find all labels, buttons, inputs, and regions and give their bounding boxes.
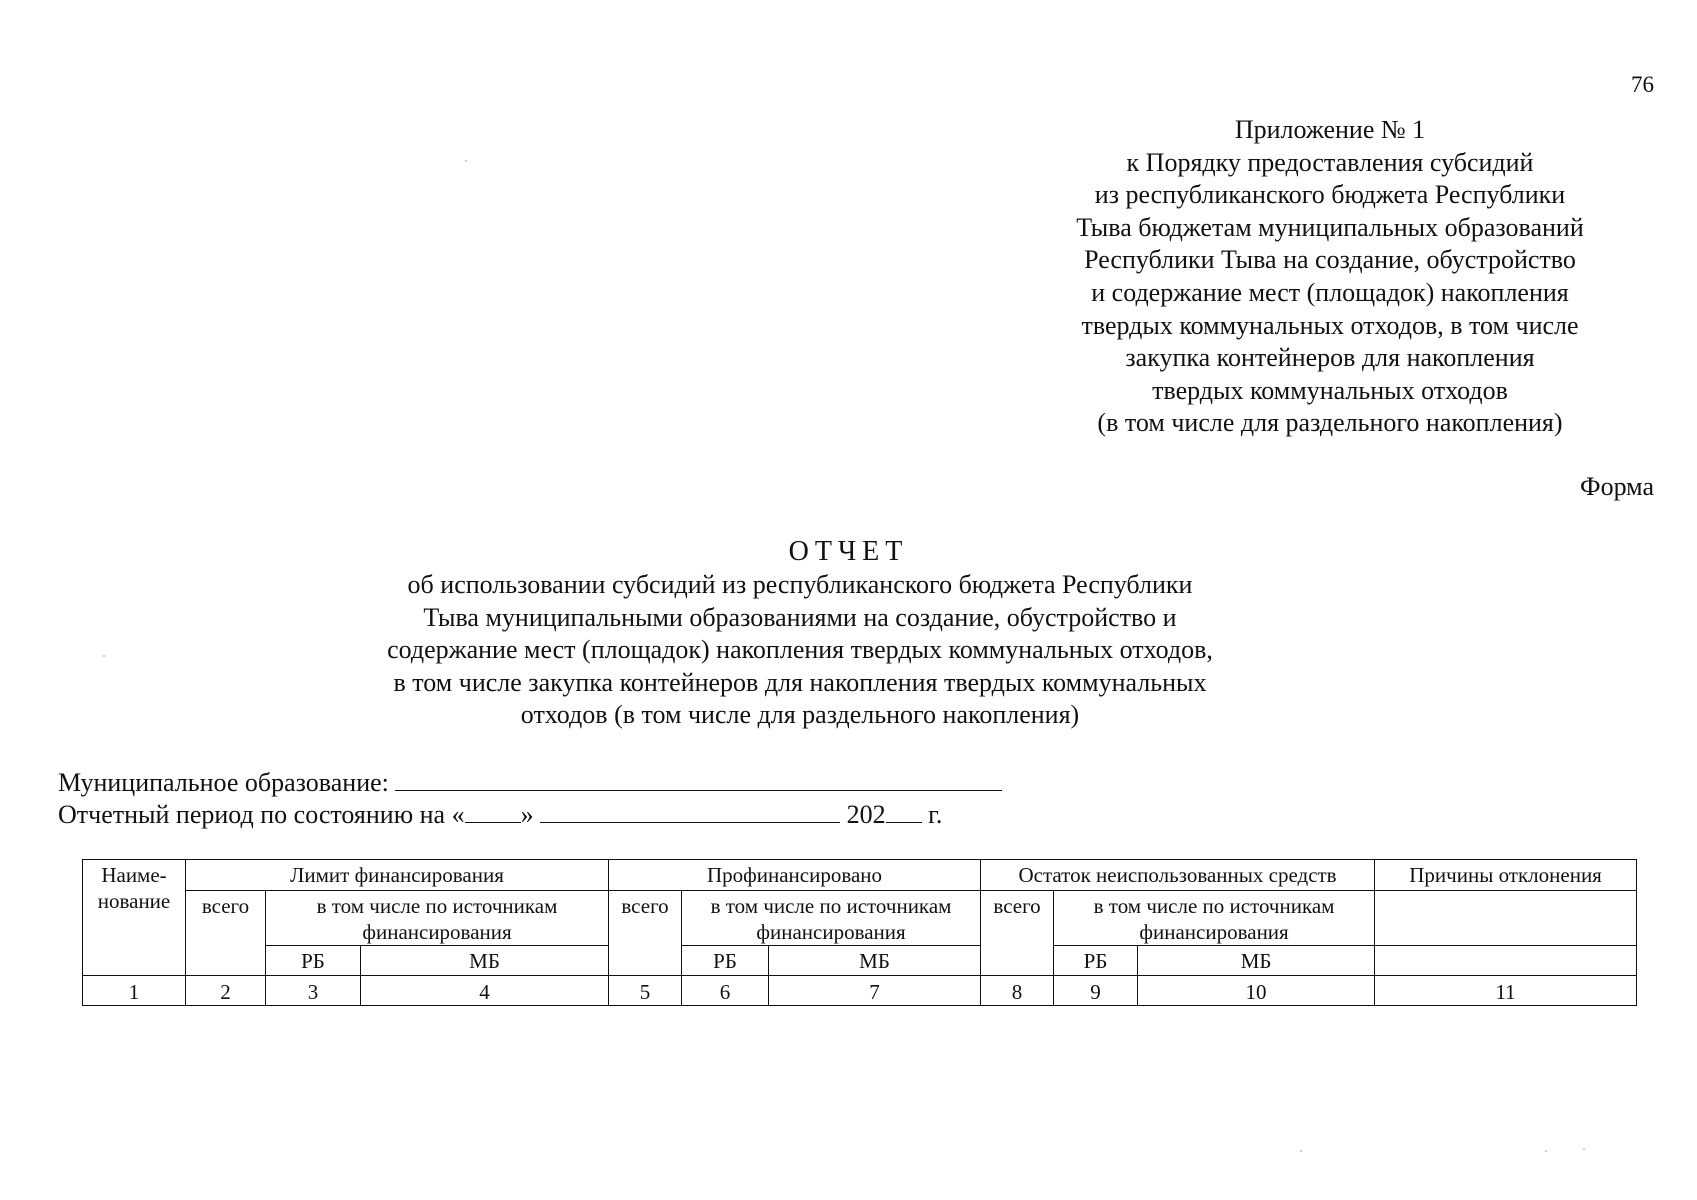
appendix-line: и содержание мест (площадок) накопления	[1091, 277, 1569, 307]
page-number: 76	[1631, 72, 1654, 97]
header-reasons-blank	[1375, 946, 1637, 976]
appendix-header	[1010, 114, 1650, 440]
column-number: 9	[1054, 976, 1138, 1006]
table-header-row	[83, 946, 1637, 976]
report-subtitle-line: отходов (в том числе для раздельного накопления)	[520, 700, 1080, 730]
report-title: ОТЧЕТ	[788, 536, 909, 567]
report-subtitle-line: содержание мест (площадок) накопления твердых коммунальных отходов,	[387, 635, 1213, 665]
scan-speck	[1300, 1150, 1302, 1152]
scan-speck	[465, 160, 467, 162]
table-header-row	[83, 891, 1637, 946]
report-subtitle-line: об использовании субсидий из республиканского бюджета Республики	[407, 570, 1193, 599]
municipality-blank-field[interactable]	[395, 768, 1002, 791]
header-reasons: Причины отклонения	[1375, 860, 1637, 891]
municipality-line	[58, 768, 1002, 798]
header-financed-total: всего	[609, 891, 682, 976]
header-financed-mb: МБ	[769, 946, 981, 976]
column-number: 3	[266, 976, 361, 1006]
report-table	[82, 859, 1637, 1006]
table-header-row	[83, 860, 1637, 891]
period-day-blank[interactable]	[465, 800, 521, 823]
column-number: 11	[1375, 976, 1637, 1006]
appendix-line: закупка контейнеров для накопления	[1125, 343, 1535, 373]
form-label: Форма	[1580, 472, 1654, 501]
column-number: 10	[1138, 976, 1375, 1006]
header-limit-total: всего	[186, 891, 266, 976]
header-reasons-blank	[1375, 891, 1637, 946]
header-financed-by-source: в том числе по источникам финансирования	[682, 891, 981, 946]
header-remaining-rb: РБ	[1054, 946, 1138, 976]
appendix-line: твердых коммунальных отходов, в том числе	[1081, 310, 1579, 340]
period-line	[58, 800, 942, 830]
period-year-suffix: г.	[928, 800, 943, 829]
scan-speck	[103, 655, 105, 657]
header-remaining-mb: МБ	[1138, 946, 1375, 976]
period-quote-close: »	[520, 800, 534, 829]
period-month-blank[interactable]	[540, 800, 840, 823]
period-label: Отчетный период по состоянию на «	[58, 800, 465, 829]
column-number: 7	[769, 976, 981, 1006]
report-subtitle	[300, 569, 1300, 732]
municipality-label: Муниципальное образование:	[58, 768, 389, 797]
header-remaining: Остаток неиспользованных средств	[981, 860, 1375, 891]
report-subtitle-line: Тыва муниципальными образованиями на создание, обустройство и	[423, 602, 1177, 632]
period-year-blank[interactable]	[886, 800, 922, 823]
header-limit-rb: РБ	[266, 946, 361, 976]
column-number: 8	[981, 976, 1054, 1006]
scan-speck	[1583, 1148, 1585, 1150]
header-financed: Профинансировано	[609, 860, 981, 891]
header-remaining-by-source: в том числе по источникам финансирования	[1054, 891, 1375, 946]
period-year-prefix: 202	[846, 800, 886, 829]
header-limit: Лимит финансирования	[186, 860, 609, 891]
column-number: 4	[361, 976, 609, 1006]
column-number: 6	[682, 976, 769, 1006]
appendix-line: Республики Тыва на создание, обустройство	[1084, 245, 1576, 275]
scan-speck	[1545, 1150, 1547, 1152]
column-number: 1	[83, 976, 186, 1006]
header-limit-mb: МБ	[361, 946, 609, 976]
header-name: Наиме-нование	[83, 860, 186, 976]
header-remaining-total: всего	[981, 891, 1054, 976]
appendix-line: твердых коммунальных отходов	[1152, 375, 1508, 405]
column-number: 2	[186, 976, 266, 1006]
report-subtitle-line: в том числе закупка контейнеров для накопления твердых коммунальных	[393, 667, 1207, 697]
appendix-line: (в том числе для раздельного накопления)	[1097, 408, 1563, 438]
header-limit-by-source: в том числе по источникам финансирования	[266, 891, 609, 946]
appendix-line: Приложение № 1	[1234, 115, 1426, 144]
appendix-line: Тыва бюджетам муниципальных образований	[1076, 212, 1584, 242]
appendix-line: из республиканского бюджета Республики	[1094, 180, 1566, 210]
header-financed-rb: РБ	[682, 946, 769, 976]
column-number: 5	[609, 976, 682, 1006]
appendix-line: к Порядку предоставления субсидий	[1126, 147, 1534, 177]
table-number-row	[83, 976, 1637, 1006]
